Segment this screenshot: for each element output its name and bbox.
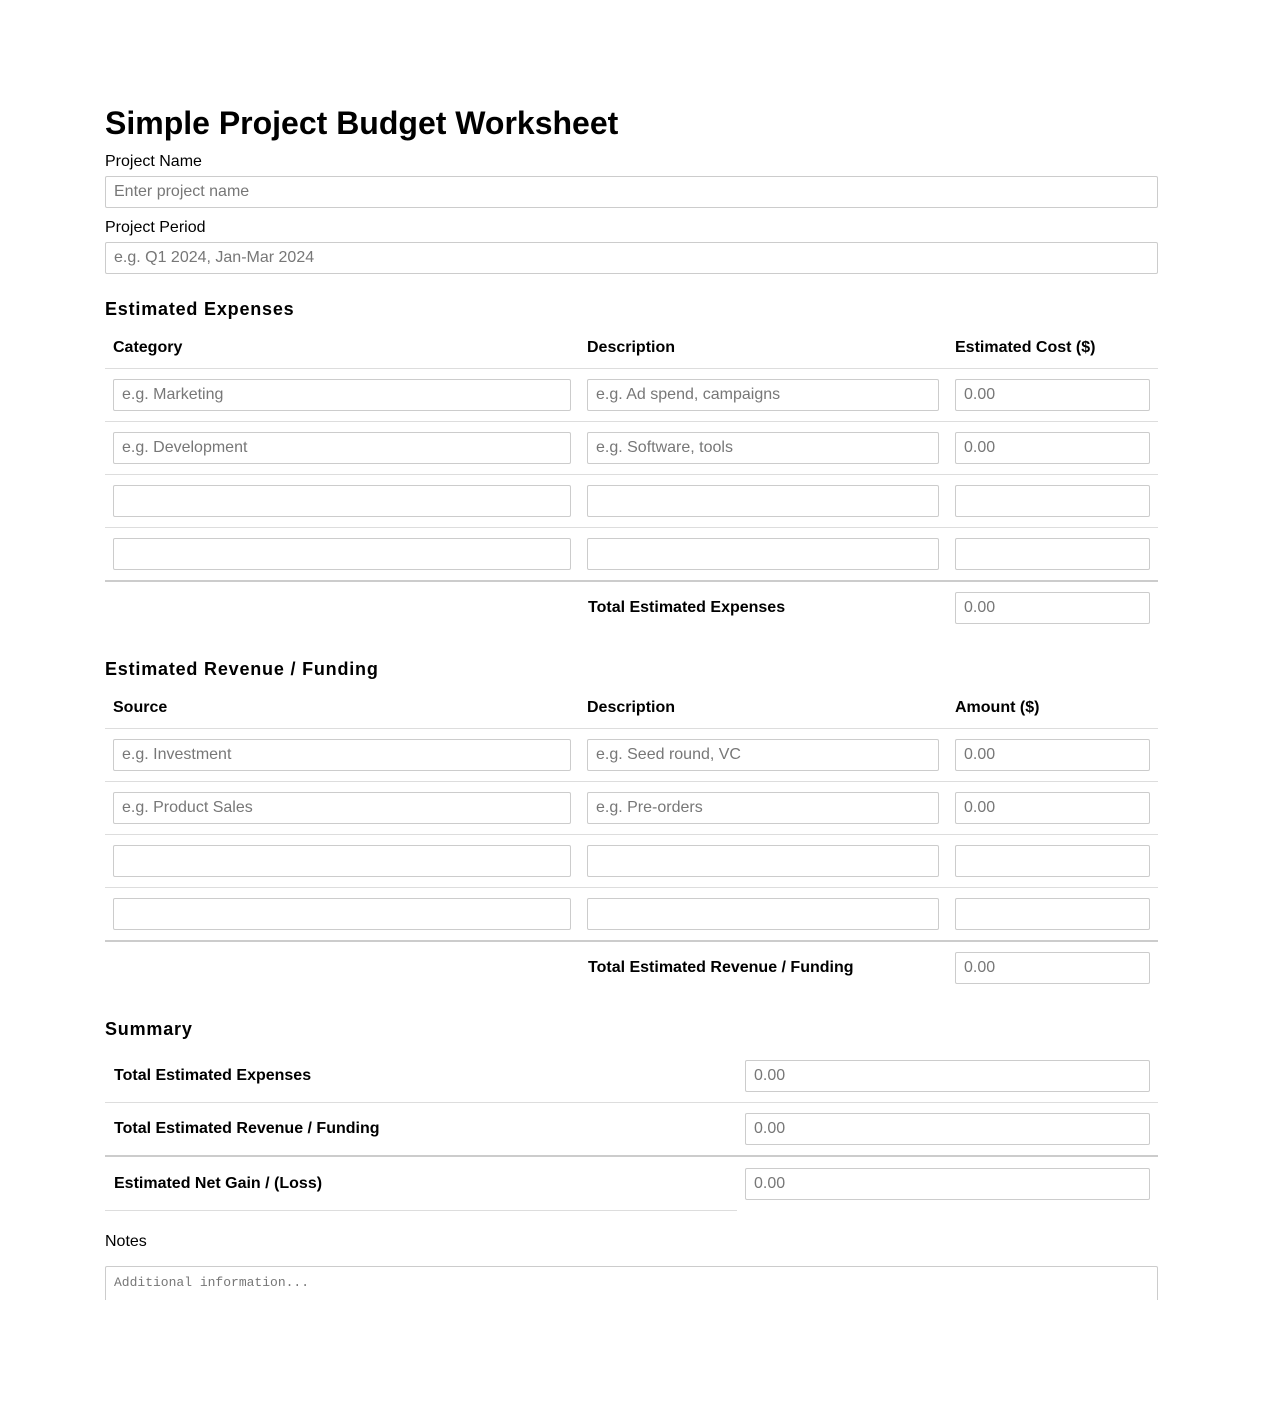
revenue-amount-input[interactable] bbox=[955, 739, 1150, 771]
expense-description-input[interactable] bbox=[587, 538, 939, 570]
expense-cost-input[interactable] bbox=[955, 485, 1150, 517]
expense-row bbox=[105, 475, 1158, 528]
revenue-description-input[interactable] bbox=[587, 898, 939, 930]
revenue-source-input[interactable] bbox=[113, 792, 571, 824]
revenue-description-input[interactable] bbox=[587, 792, 939, 824]
revenue-amount-input[interactable] bbox=[955, 898, 1150, 930]
total-revenue-input[interactable] bbox=[955, 952, 1150, 984]
revenue-table bbox=[105, 688, 1158, 994]
expense-description-input[interactable] bbox=[587, 379, 939, 411]
expense-description-input[interactable] bbox=[587, 485, 939, 517]
summary-revenue-label: Total Estimated Revenue / Funding bbox=[105, 1103, 737, 1157]
revenue-source-input[interactable] bbox=[113, 845, 571, 877]
revenue-row bbox=[105, 835, 1158, 888]
summary-net-label: Estimated Net Gain / (Loss) bbox=[105, 1156, 737, 1211]
project-name-input[interactable] bbox=[105, 176, 1158, 208]
revenue-row bbox=[105, 782, 1158, 835]
revenue-row bbox=[105, 729, 1158, 782]
summary-row-net bbox=[105, 1156, 1158, 1211]
expense-cost-input[interactable] bbox=[955, 379, 1150, 411]
expenses-table bbox=[105, 328, 1158, 634]
project-period-input[interactable] bbox=[105, 242, 1158, 274]
total-expenses-input[interactable] bbox=[955, 592, 1150, 624]
expense-category-input[interactable] bbox=[113, 432, 571, 464]
summary-net-input[interactable] bbox=[745, 1168, 1150, 1200]
column-header-amount: Amount ($) bbox=[947, 688, 1158, 729]
notes-label: Notes bbox=[105, 1233, 147, 1250]
expenses-heading: Estimated Expenses bbox=[105, 299, 295, 319]
column-header-category: Category bbox=[105, 328, 579, 369]
notes-textarea[interactable] bbox=[105, 1266, 1158, 1300]
expense-row bbox=[105, 422, 1158, 475]
summary-row-revenue bbox=[105, 1103, 1158, 1157]
revenue-description-input[interactable] bbox=[587, 845, 939, 877]
revenue-amount-input[interactable] bbox=[955, 792, 1150, 824]
column-header-estimated-cost: Estimated Cost ($) bbox=[947, 328, 1158, 369]
expense-category-input[interactable] bbox=[113, 538, 571, 570]
summary-revenue-input[interactable] bbox=[745, 1113, 1150, 1145]
revenue-total-row bbox=[105, 941, 1158, 994]
summary-expenses-label: Total Estimated Expenses bbox=[105, 1050, 737, 1103]
column-header-source: Source bbox=[105, 688, 579, 729]
revenue-amount-input[interactable] bbox=[955, 845, 1150, 877]
expense-cost-input[interactable] bbox=[955, 538, 1150, 570]
revenue-row bbox=[105, 888, 1158, 942]
budget-worksheet bbox=[105, 0, 1158, 1300]
column-header-description: Description bbox=[579, 688, 947, 729]
revenue-heading: Estimated Revenue / Funding bbox=[105, 659, 379, 679]
summary-heading: Summary bbox=[105, 1019, 193, 1039]
expense-category-input[interactable] bbox=[113, 485, 571, 517]
total-revenue-label: Total Estimated Revenue / Funding bbox=[588, 959, 854, 976]
expenses-total-row bbox=[105, 581, 1158, 634]
summary-expenses-input[interactable] bbox=[745, 1060, 1150, 1092]
summary-table bbox=[105, 1050, 1158, 1211]
column-header-description: Description bbox=[579, 328, 947, 369]
revenue-description-input[interactable] bbox=[587, 739, 939, 771]
revenue-source-input[interactable] bbox=[113, 898, 571, 930]
project-period-label: Project Period bbox=[105, 219, 206, 236]
revenue-source-input[interactable] bbox=[113, 739, 571, 771]
total-expenses-label: Total Estimated Expenses bbox=[588, 599, 786, 616]
expense-row bbox=[105, 528, 1158, 582]
page-title: Simple Project Budget Worksheet bbox=[105, 105, 619, 141]
expense-row bbox=[105, 369, 1158, 422]
summary-row-expenses bbox=[105, 1050, 1158, 1103]
expense-category-input[interactable] bbox=[113, 379, 571, 411]
expense-description-input[interactable] bbox=[587, 432, 939, 464]
expense-cost-input[interactable] bbox=[955, 432, 1150, 464]
project-name-label: Project Name bbox=[105, 153, 202, 170]
